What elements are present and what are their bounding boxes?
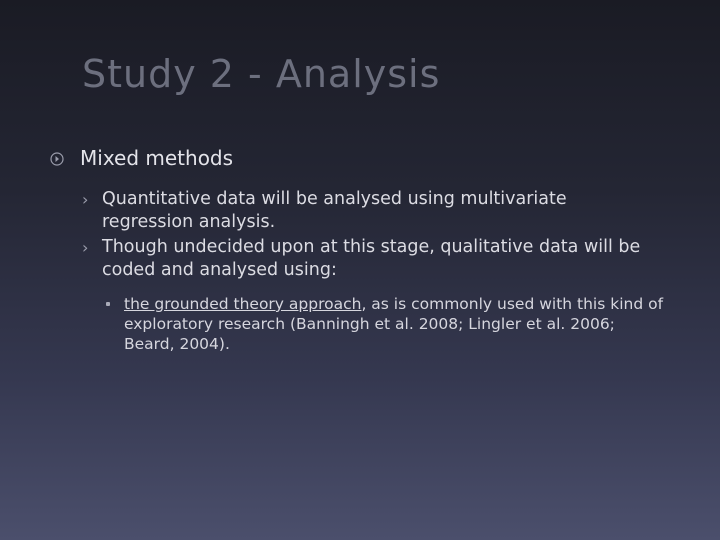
bullet-text: Quantitative data will be analysed using multivariate regression analysis. (102, 189, 567, 232)
bullet-text (124, 294, 664, 354)
bullet-text: Mixed methods (80, 146, 234, 170)
slide-title: Study 2 - Analysis (82, 52, 441, 96)
chevron-right-icon: › (82, 238, 89, 257)
square-bullet-icon (106, 302, 110, 306)
chevron-right-icon: › (82, 190, 89, 209)
grounded-theory-link: the grounded theory approach (124, 295, 362, 313)
bullet-text-rest: , as is commonly used with this kind of exploratory research (Banningh et al. 2008; Lingler et al. 2006; Beard, 2004). (124, 295, 664, 353)
circled-arrow-icon (50, 151, 64, 165)
bullet-text: Though undecided upon at this stage, qualitative data will be coded and analysed using: (102, 237, 641, 280)
